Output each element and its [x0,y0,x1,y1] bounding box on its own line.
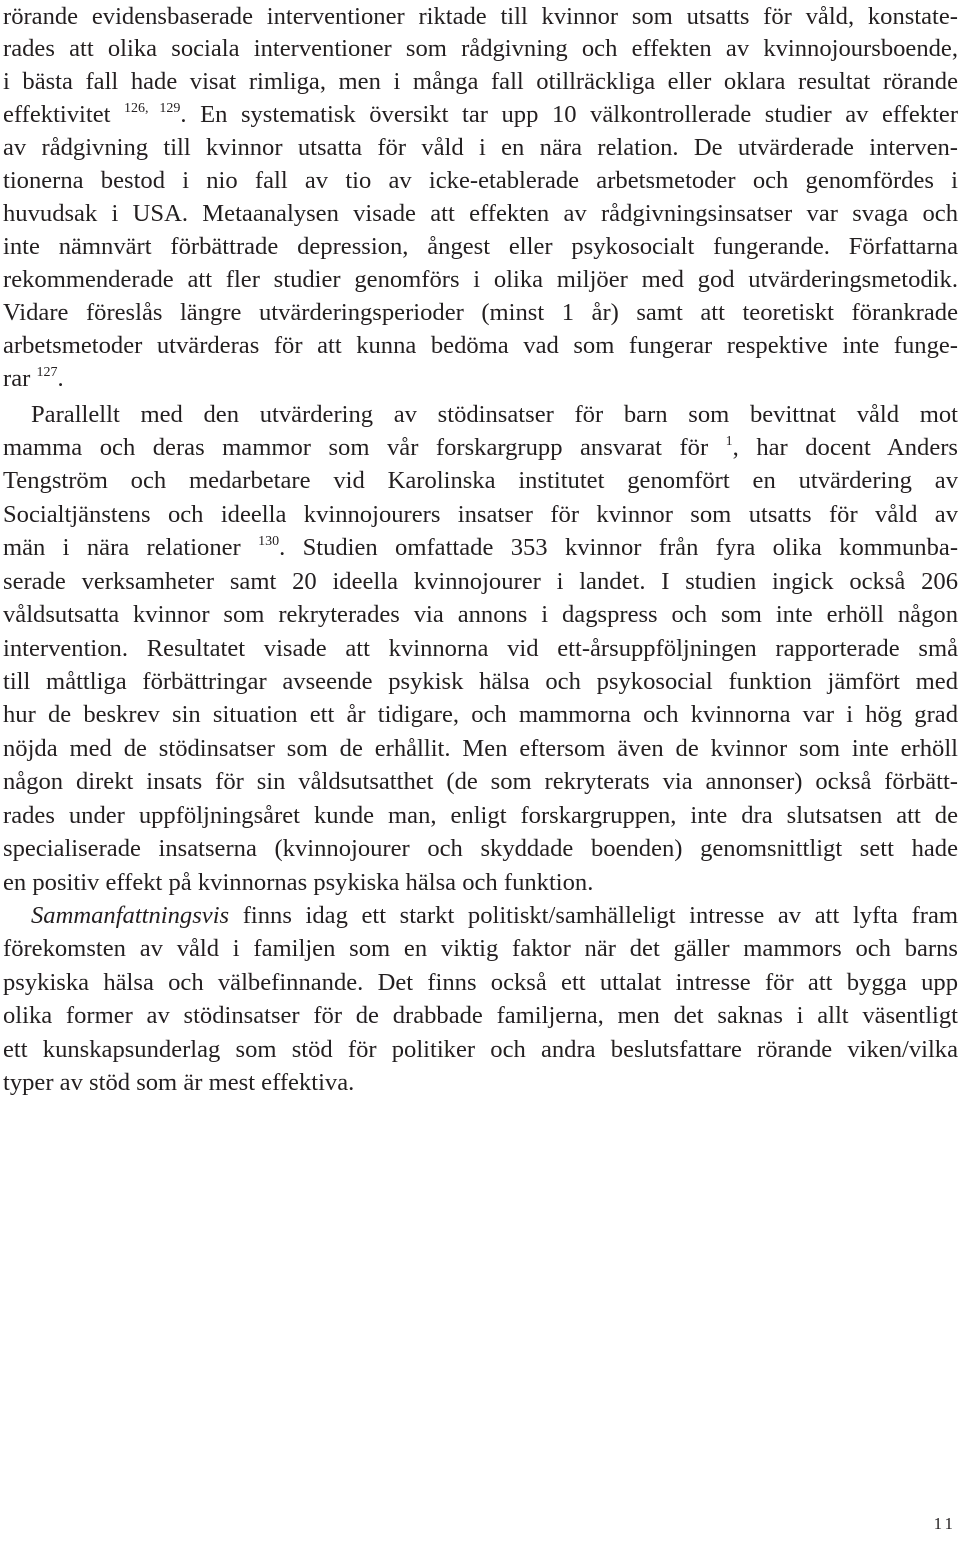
citation-superscript: 126, 129 [123,101,181,116]
text-span: . Studien omfattade 353 kvinnor från fyra olika kommunba- [279,534,959,561]
text-span: mamma och deras mammor som vår forskargrupp ansvarat för [3,434,726,461]
text-line: rades att olika sociala interventioner som rådgivning och effekten av kvinnojoursboende, [3,35,958,62]
emphasized-term: Sammanfattningsvis [31,902,230,929]
text-span: , har docent Anders [732,434,959,461]
text-line: någon direkt insats för sin våldsutsatthet (de som rekryterats via annonser) också förbätt- [3,768,958,795]
text-span: effektivitet [3,101,124,128]
text-line [31,899,958,932]
text-span: . En systematisk översikt tar upp 10 välkontrollerade studier av effekter [180,101,959,128]
text-span: män i nära relationer [3,534,259,561]
text-line: olika former av stödinsatser för de drabbade familjerna, men det saknas i allt väsentligt [3,1002,958,1029]
text-line: typer av stöd som är mest effektiva. [3,1069,355,1096]
citation-superscript: 1 [725,434,733,449]
text-line: av rådgivning till kvinnor utsatta för våld i en nära relation. De utvärderade interven- [3,134,958,161]
citation-superscript: 127 [36,365,58,380]
text-line [3,362,64,395]
text-line: rades under uppföljningsåret kunde man, enligt forskargruppen, inte dra slutsatsen att de [3,802,958,829]
text-span: . [57,365,64,392]
text-line: en positiv effekt på kvinnornas psykiska hälsa och funktion. [3,869,594,896]
text-line [3,98,958,131]
text-line: Vidare föreslås längre utvärderingsperioder (minst 1 år) samt att teoretiskt förankrade [3,299,958,326]
text-line: inte nämnvärt förbättrade depression, ångest eller psykosocialt fungerande. Författarna [3,233,958,260]
text-line: arbetsmetoder utvärderas för att kunna bedöma vad som fungerar respektive inte funge- [3,332,958,359]
text-line: ett kunskapsunderlag som stöd för politiker och andra beslutsfattare rörande viken/vilka [3,1036,958,1063]
text-line: Tengström och medarbetare vid Karolinska institutet genomfört en utvärdering av [3,467,958,494]
text-line: i bästa fall hade visat rimliga, men i många fall otillräckliga eller oklara resultat rörande [3,68,958,95]
text-line [3,431,958,464]
text-line: rekommenderade att fler studier genomförs i olika miljöer med god utvärderingsmetodik. [3,266,958,293]
text-line: tionerna bestod i nio fall av tio av icke-etablerade arbetsmetoder och genomfördes i [3,167,958,194]
text-line: Socialtjänstens och ideella kvinnojourers insatser för kvinnor som utsatts för våld av [3,501,958,528]
text-line: våldsutsatta kvinnor som rekryterades via annons i dagspress och som inte erhöll någon [3,601,958,628]
text-line: nöjda med de stödinsatser som de erhållit. Men eftersom även de kvinnor som inte erhöll [3,735,958,762]
page-number: 11 [933,1514,956,1533]
text-line: intervention. Resultatet visade att kvinnorna vid ett-årsuppföljningen rapporterade små [3,635,958,662]
text-span: finns idag ett starkt politiskt/samhälleligt intresse av att lyfta fram [229,902,958,929]
text-line: hur de beskrev sin situation ett år tidigare, och mammorna och kvinnorna var i hög grad [3,701,958,728]
text-line: Parallellt med den utvärdering av stödinsatser för barn som bevittnat våld mot [31,401,958,428]
text-span: rar [3,365,37,392]
text-line: psykiska hälsa och välbefinnande. Det finns också ett uttalat intresse för att bygga upp [3,969,958,996]
text-line: till måttliga förbättringar avseende psykisk hälsa och psykosocial funktion jämfört med [3,668,958,695]
text-line: specialiserade insatserna (kvinnojourer och skyddade boenden) genomsnittligt sett hade [3,835,958,862]
text-line [3,531,958,564]
citation-superscript: 130 [258,534,280,549]
text-line: serade verksamheter samt 20 ideella kvinnojourer i landet. I studien ingick också 206 [3,568,958,595]
text-line: huvudsak i USA. Metaanalysen visade att effekten av rådgivningsinsatser var svaga och [3,200,958,227]
text-line: förekomsten av våld i familjen som en viktig faktor när det gäller mammors och barns [3,935,958,962]
text-line: rörande evidensbaserade interventioner riktade till kvinnor som utsatts för våld, konstate- [3,3,958,30]
